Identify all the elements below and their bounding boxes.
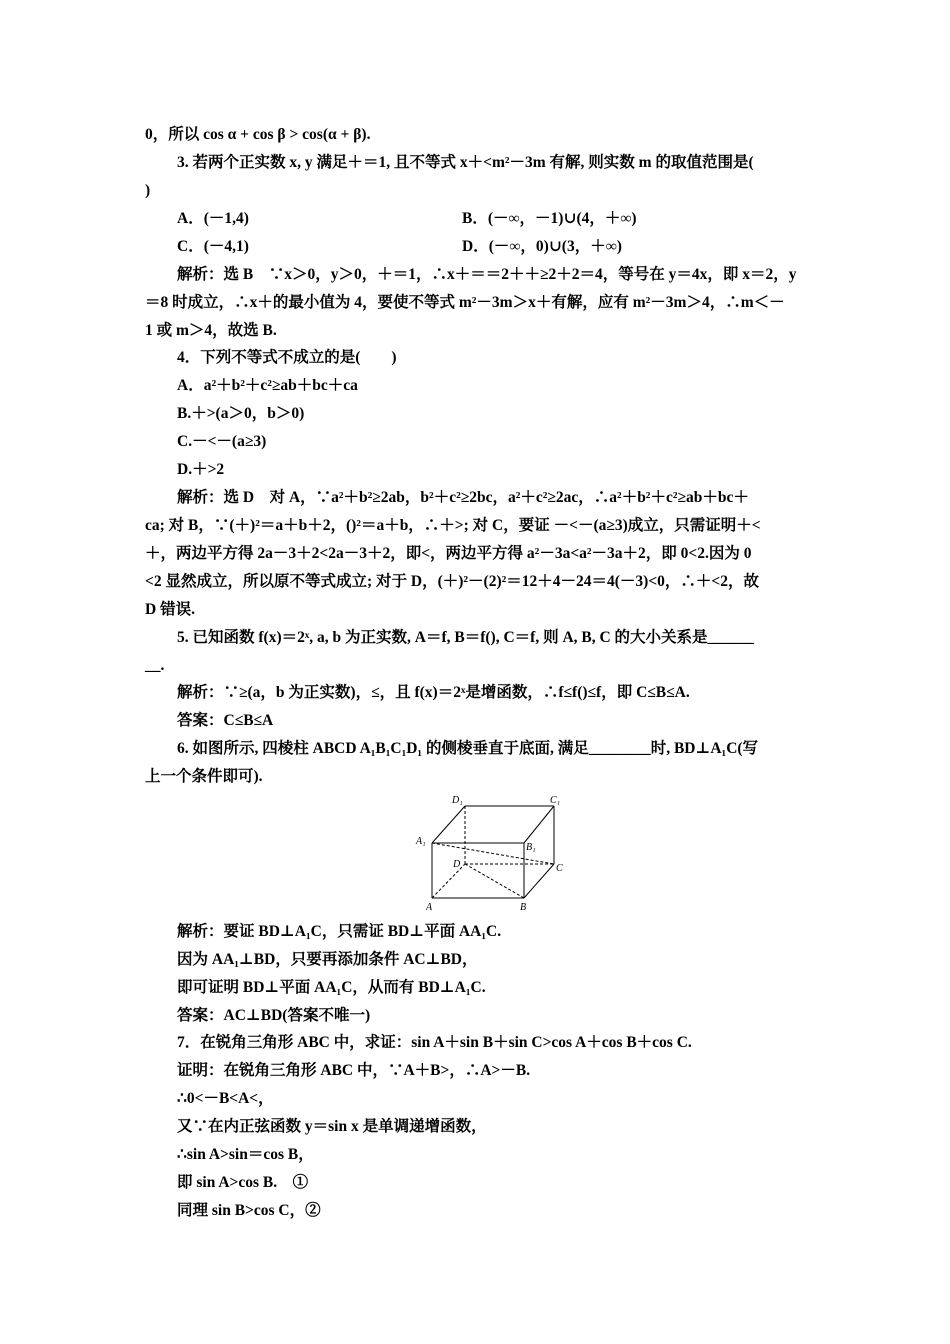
q7-proof-line: 又∵在内正弦函数 y＝sin x 是单调递增函数， bbox=[177, 1118, 487, 1135]
q6-solution-line: 解析：要证 BD⊥A₁C，只需证 BD⊥平面 AA₁C. bbox=[177, 923, 502, 940]
q4-option-d: D.＋>2 bbox=[177, 461, 225, 478]
text-line: 0，所以 cos α + cos β > cos(α + β). bbox=[145, 126, 371, 143]
question-4-stem: 4．下列不等式不成立的是( ) bbox=[177, 349, 397, 366]
q3-solution-line: 1 或 m＞4，故选 B. bbox=[145, 322, 277, 339]
q4-solution-line: ＋，两边平方得 2a－3＋2<2a－3＋2，即<，两边平方得 a²－3a<a²－3a＋2，即 0<2.因为 0 bbox=[145, 545, 752, 562]
diagonal-bd bbox=[465, 864, 524, 898]
label-c1: C₁ bbox=[550, 795, 561, 806]
q4-option-b: B.＋>(a＞0，b＞0) bbox=[177, 405, 305, 422]
label-d: D bbox=[453, 859, 461, 870]
label-b1: B₁ bbox=[526, 842, 536, 853]
q3-option-a: A．(－1,4) bbox=[177, 210, 249, 227]
edge-bc bbox=[524, 864, 554, 898]
q4-option-c: C.－<－(a≥3) bbox=[177, 433, 267, 450]
edge-a1d1 bbox=[432, 806, 465, 843]
question-3-stem: 3. 若两个正实数 x, y 满足＋＝1, 且不等式 x＋<m²－3m 有解, 则实数 m 的取值范围是( bbox=[177, 154, 754, 171]
q4-solution-line: <2 显然成立，所以原不等式成立; 对于 D，(＋)²－(2)²＝12＋4－24＝4(－3)<0，∴＋<2，故 bbox=[145, 573, 759, 590]
q7-proof-line: 同理 sin B>cos C，② bbox=[177, 1202, 321, 1219]
q5-answer: 答案：C≤B≤A bbox=[177, 712, 274, 729]
label-d1: D₁ bbox=[452, 795, 463, 806]
q6-solution-line: 即可证明 BD⊥平面 AA₁C，从而有 BD⊥A₁C. bbox=[177, 979, 486, 996]
question-5-stem-end: __. bbox=[145, 657, 165, 674]
question-7-stem: 7．在锐角三角形 ABC 中，求证：sin A＋sin B＋sin C>cos A＋cos B＋cos C. bbox=[177, 1034, 692, 1051]
label-a1: A₁ bbox=[416, 836, 426, 847]
question-6-stem-end: 上一个条件即可). bbox=[145, 768, 263, 785]
q5-solution: 解析：∵≥(a，b 为正实数)，≤，且 f(x)＝2ˣ是增函数，∴f≤f()≤f，即 C≤B≤A. bbox=[177, 684, 690, 701]
q3-option-c: C．(－4,1) bbox=[177, 238, 249, 255]
edge-b1c1 bbox=[524, 806, 554, 843]
q3-option-d: D．(－∞，0)∪(3，＋∞) bbox=[462, 238, 622, 255]
question-3-stem-end: ) bbox=[145, 182, 151, 199]
q7-proof-line: ∴sin A>sin＝cos B， bbox=[177, 1146, 314, 1163]
question-6-stem: 6. 如图所示, 四棱柱 ABCD A₁B₁C₁D₁ 的侧棱垂直于底面, 满足________时, BD⊥A₁C(写 bbox=[177, 740, 759, 757]
diagonal-a1c bbox=[432, 843, 554, 864]
label-b: B bbox=[520, 902, 527, 912]
q6-solution-line: 因为 AA₁⊥BD，只要再添加条件 AC⊥BD， bbox=[177, 951, 478, 968]
q3-solution-line: 解析：选 B ∵x＞0，y＞0，＋＝1，∴x＋＝＝2＋＋≥2＋2＝4，等号在 y＝4x，即 x＝2，y bbox=[177, 266, 797, 283]
q4-solution-line: ca; 对 B，∵(＋)²＝a＋b＋2，()²＝a＋b，∴＋>; 对 C，要证 －<－(a≥3)成立，只需证明＋< bbox=[145, 517, 761, 534]
q6-answer: 答案：AC⊥BD(答案不唯一) bbox=[177, 1007, 371, 1024]
q4-solution-line: D 错误. bbox=[145, 601, 195, 618]
q4-option-a: A．a²＋b²＋c²≥ab＋bc＋ca bbox=[177, 377, 358, 394]
q4-solution-line: 解析：选 D 对 A，∵a²＋b²≥2ab，b²＋c²≥2bc，a²＋c²≥2ac，∴a²＋b²＋c²≥ab＋bc＋ bbox=[177, 489, 749, 506]
q7-proof-line: 即 sin A>cos B. ① bbox=[177, 1174, 309, 1191]
q3-option-b: B．(－∞，－1)∪(4，＋∞) bbox=[462, 210, 637, 227]
q7-proof-line: ∴0<－B<A<， bbox=[177, 1090, 274, 1107]
question-5-stem: 5. 已知函数 f(x)＝2ˣ, a, b 为正实数, A＝f, B＝f(), C＝f, 则 A, B, C 的大小关系是______ bbox=[177, 629, 755, 646]
q3-solution-line: ＝8 时成立，∴x＋的最小值为 4，要使不等式 m²－3m＞x＋有解，应有 m²－3m＞4，∴m＜－ bbox=[145, 294, 785, 311]
prism-figure bbox=[412, 790, 572, 912]
q7-proof-line: 证明：在锐角三角形 ABC 中，∵A＋B>，∴A>－B. bbox=[177, 1062, 531, 1079]
label-a: A bbox=[426, 902, 433, 912]
label-c: C bbox=[556, 863, 563, 874]
